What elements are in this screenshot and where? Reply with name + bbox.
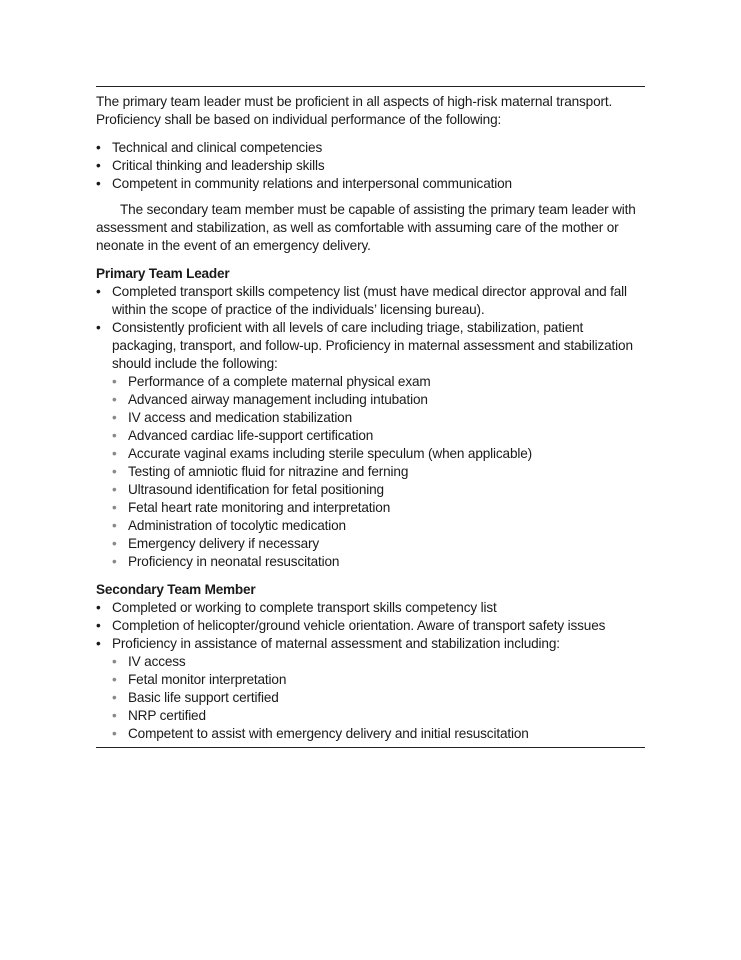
sub-list-item: • IV access [96,653,645,671]
sub-list-item: • Competent to assist with emergency delivery and initial resuscitation [96,725,645,743]
secondary-bullet-list [96,599,645,743]
list-item-text: Proficiency in assistance of maternal assessment and stabilization including: [112,636,560,651]
sub-list-item: • Advanced airway management including intubation [96,391,645,409]
sub-list-item: • Administration of tocolytic medication [96,517,645,535]
sub-list-item: • Accurate vaginal exams including sterile speculum (when applicable) [96,445,645,463]
list-item: • Completion of helicopter/ground vehicle orientation. Aware of transport safety issues [96,617,645,635]
list-item [96,319,645,571]
list-item: • Completed or working to complete transport skills competency list [96,599,645,617]
bottom-rule [96,747,645,748]
sub-list-item: • Basic life support certified [96,689,645,707]
list-item: • Competent in community relations and interpersonal communication [96,175,645,193]
sub-list-item: • Proficiency in neonatal resuscitation [96,553,645,571]
list-item-text: Consistently proficient with all levels of care including triage, stabilization, patient packaging, transport, and follow-up. Proficiency in maternal assessment and stabilization should include the following: [112,320,633,371]
sub-list-item: • Performance of a complete maternal physical exam [96,373,645,391]
sub-list-item: • Ultrasound identification for fetal positioning [96,481,645,499]
secondary-team-member-heading: Secondary Team Member [96,582,256,597]
secondary-sub-list [112,653,645,743]
sub-list-item: • Fetal heart rate monitoring and interpretation [96,499,645,517]
document-body [96,87,645,747]
list-item [96,635,645,743]
primary-sub-list [112,373,645,571]
sub-list-item: • Emergency delivery if necessary [96,535,645,553]
list-item: • Technical and clinical competencies [96,139,645,157]
primary-team-leader-heading: Primary Team Leader [96,266,230,281]
sub-list-item: • Advanced cardiac life-support certification [96,427,645,445]
list-item: • Completed transport skills competency list (must have medical director approval and fall within the scope of practice of the individuals’ licensing bureau). [96,283,645,319]
document-page [96,86,645,748]
intro-paragraph: The primary team leader must be proficient in all aspects of high-risk maternal transport. Proficiency shall be based on individual performance of the following: [96,94,613,127]
sub-list-item: • NRP certified [96,707,645,725]
primary-bullet-list [96,283,645,571]
sub-list-item: • IV access and medication stabilization [96,409,645,427]
list-item: • Critical thinking and leadership skills [96,157,645,175]
sub-list-item: • Fetal monitor interpretation [96,671,645,689]
sub-list-item: • Testing of amniotic fluid for nitrazine and ferning [96,463,645,481]
intro-bullet-list [96,139,645,193]
secondary-member-paragraph: The secondary team member must be capable of assisting the primary team leader with assessment and stabilization, as well as comfortable with assuming care of the mother or neonate in the event of an emergency delivery. [96,202,636,253]
